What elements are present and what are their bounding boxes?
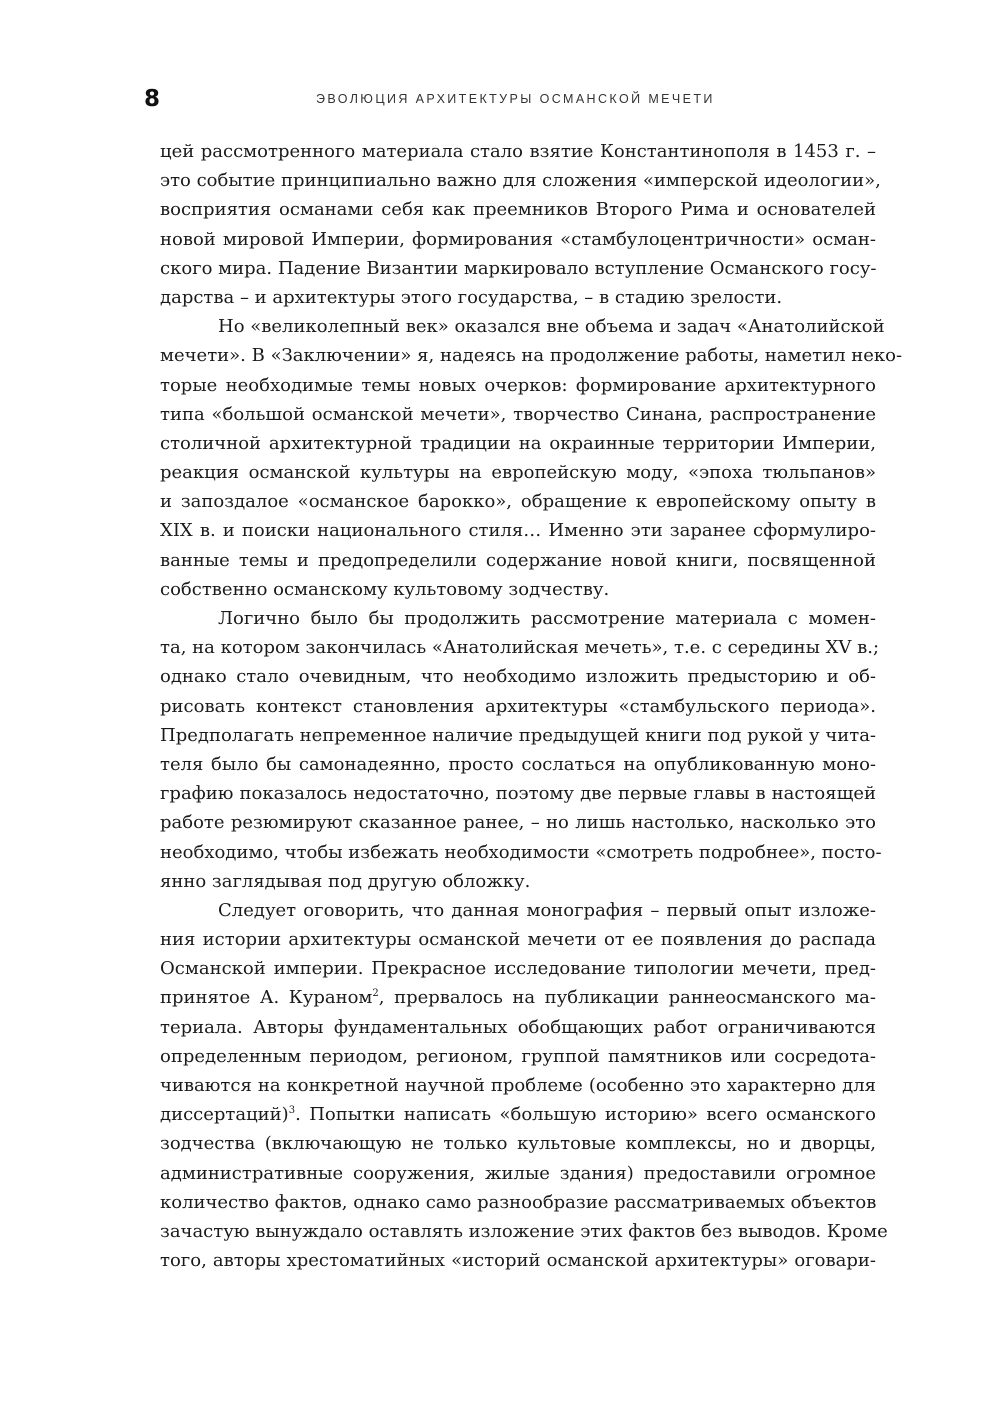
text-line: Но «великолепный век» оказался вне объема и задач «Анатолийской	[218, 316, 885, 338]
body-text	[160, 137, 903, 1275]
text-line: административные сооружения, жилые здания) предоставили огромное	[160, 1162, 876, 1184]
text-line: цей рассмотренного материала стало взятие Константинополя в 1453 г. –	[160, 141, 876, 162]
text-line: териала. Авторы фундаментальных обобщающих работ ограничиваются	[160, 1016, 876, 1038]
text-line: необходимо, чтобы избежать необходимости «смотреть подробнее», посто-	[160, 841, 882, 863]
text-line	[160, 1100, 876, 1129]
text-line: XIX в. и поиски национального стиля… Именно эти заранее сформулиро-	[160, 520, 876, 542]
footnote-ref-3[interactable]: 3	[288, 1105, 296, 1117]
text-fragment: , прервалось на публикации раннеосманского ма-	[378, 987, 876, 1009]
text-line: ского мира. Падение Византии маркировало вступление Османского госу-	[160, 257, 877, 279]
text-line: зодчества (включающую не только культовые комплексы, но и дворцы,	[160, 1133, 876, 1155]
page-number: 8	[144, 86, 161, 112]
text-line: это событие принципиально важно для сложения «имперской идеологии»,	[160, 170, 881, 192]
text-line: того, авторы хрестоматийных «историй османской архитектуры» оговари-	[160, 1250, 876, 1272]
text-line: ванные темы и предопределили содержание новой книги, посвященной	[160, 549, 876, 571]
text-line: Логично было бы продолжить рассмотрение материала с момен-	[218, 608, 876, 629]
text-line: графию показалось недостаточно, поэтому две первые главы в настоящей	[160, 783, 876, 805]
text-line: реакция османской культуры на европейскую моду, «эпоха тюльпанов»	[160, 462, 876, 484]
text-line: торые необходимые темы новых очерков: формирование архитектурного	[160, 374, 876, 396]
text-line: работе резюмируют сказанное ранее, – но лишь настолько, насколько это	[160, 812, 876, 834]
text-line: собственно османскому культовому зодчеству.	[160, 578, 610, 600]
text-fragment: принятое А. Кураном	[160, 987, 373, 1009]
text-line: зачастую вынуждало оставлять изложение этих фактов без выводов. Кроме	[160, 1220, 888, 1242]
paragraph-4	[160, 896, 888, 1275]
footnote-ref-2[interactable]: 2	[372, 988, 379, 1000]
text-line: чиваются на конкретной научной проблеме (особенно это характерно для	[160, 1075, 876, 1096]
text-line: однако стало очевидным, что необходимо изложить предысторию и об-	[160, 666, 876, 688]
text-line: Османской империи. Прекрасное исследование типологии мечети, пред-	[160, 958, 876, 980]
text-line: столичной архитектурной традиции на окраинные территории Империи,	[160, 432, 876, 454]
text-line	[160, 983, 876, 1012]
text-line: та, на котором закончилась «Анатолийская мечеть», т.е. с середины XV в.;	[160, 637, 880, 659]
text-line: ния истории архитектуры османской мечети от ее появления до распада	[160, 929, 876, 951]
paragraph-3	[160, 604, 882, 896]
paragraph-2	[160, 312, 903, 604]
text-line: определенным периодом, регионом, группой памятников или сосредота-	[160, 1045, 876, 1067]
text-line: дарства – и архитектуры этого государства, – в стадию зрелости.	[160, 286, 783, 308]
text-line: восприятия османами себя как преемников Второго Рима и основателей	[160, 199, 876, 221]
text-line: новой мировой Империи, формирования «стамбулоцентричности» осман-	[160, 228, 876, 250]
text-line: теля было бы самонадеянно, просто сослаться на опубликованную моно-	[160, 753, 876, 775]
text-line: количество фактов, однако само разнообразие рассматриваемых объектов	[160, 1191, 877, 1213]
text-line: янно заглядывая под другую обложку.	[160, 870, 531, 892]
text-line: мечети». В «Заключении» я, надеясь на продолжение работы, наметил неко-	[160, 345, 903, 367]
running-head: ЭВОЛЮЦИЯ АРХИТЕКТУРЫ ОСМАНСКОЙ МЕЧЕТИ	[316, 92, 715, 106]
paragraph-1	[160, 137, 881, 312]
text-line: типа «большой османской мечети», творчество Синана, распространение	[160, 403, 876, 425]
text-line: и запоздалое «османское барокко», обращение к европейскому опыту в	[160, 491, 876, 513]
text-line: Предполагать непременное наличие предыдущей книги под рукой у чита-	[160, 724, 877, 746]
text-line: Следует оговорить, что данная монография – первый опыт изложе-	[218, 899, 876, 921]
text-line: рисовать контекст становления архитектуры «стамбульского периода».	[160, 695, 876, 717]
text-fragment: диссертаций)	[160, 1104, 289, 1126]
text-fragment: . Попытки написать «большую историю» всего османского	[295, 1104, 876, 1126]
